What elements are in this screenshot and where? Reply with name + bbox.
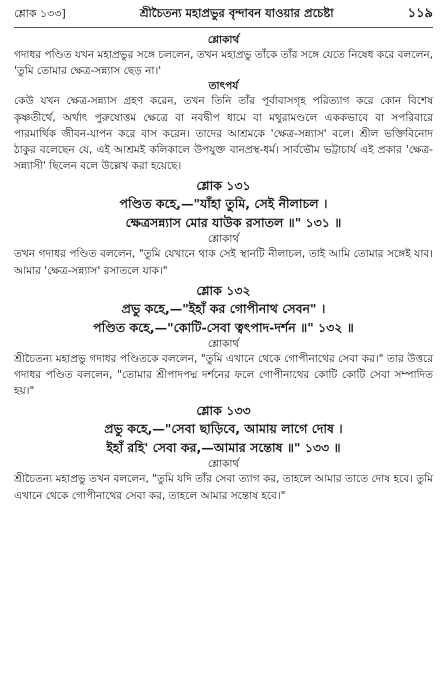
verse-131-line-1: পণ্ডিত কহে,—"যাঁহা তুমি, সেই নীলাচল । [119,196,328,212]
purport-label: তাৎপর্য [208,80,239,93]
running-header [14,4,433,28]
header-verse-ref: শ্লোক ১৩৩] [14,7,66,20]
purport-text: কেউ যখন ক্ষেত্র-সন্ন্যাস গ্রহণ করেন, তখন তিনি তাঁর পূর্বাবাসগৃহ পরিত্যাগ করে কোন বিশেষ কৃষ্ণতীর্থে, অর্থাৎ পুরুষোত্তম ক্ষেত্রে বা নবদ্বীপ ধামে বা মথুরামণ্ডলে এককভাবে বা সপরিবারে পারমার্থিক জীবন-যাপন করে বাস করেন। তাদের আশ্রমকে 'ক্ষেত্র-সন্ন্যাস' বলে। শ্রীল ভক্তিবিনোদ ঠাকুর বলেছেন যে, এই আশ্রমই কলিকালে উপযুক্ত বানপ্রস্থ-ধর্ম। সার্বভৌম ভট্টাচার্য এই প্রকার 'ক্ষেত্র-সন্ন্যাসী' ছিলেন বলে উল্লেখ করা হয়েছে। [14,95,433,173]
translation-label: শ্লোকার্থ [207,34,240,46]
page-number: ১১৯ [407,6,433,21]
translation-text: তখন গদাধর পণ্ডিত বললেন, "তুমি যেখানে থাক সেই স্থানটি নীলাচল, তাই আমি তোমার সঙ্গেই যাব। আমার 'ক্ষেত্র-সন্ন্যাস' রসাতলে যাক।" [14,248,433,277]
verse-132-line-2: পণ্ডিত কহে,—"কোটি-সেবা ত্বৎপাদ-দর্শন ॥" ১৩২ ॥ [93,319,354,335]
translation-text: গদাধর পণ্ডিত যখন মহাপ্রভুর সঙ্গে চললেন, তখন মহাপ্রভু তাঁকে তাঁর সঙ্গে যেতে নিষেধ করে বললেন, 'তুমি তোমার ক্ষেত্র-সন্ন্যাস ছেড় না।' [14,49,433,78]
translation-label: শ্লোকার্থ [207,337,240,350]
verse-133-heading: শ্লোক ১৩৩ [196,403,251,419]
verse-133-line-1: প্রভু কহে,—"সেবা ছাড়িবে, আমায় লাগে দোষ । [104,421,343,437]
verse-132-heading: শ্লোক ১৩২ [196,282,251,298]
translation-label: শ্লোকার্থ [207,233,240,246]
verse-131-heading: শ্লোক ১৩১ [196,178,251,194]
translation-text: শ্রীচৈতন্য মহাপ্রভু গদাধর পণ্ডিতকে বললেন, "তুমি এখানে থেকে গোপীনাথের সেবা কর।" তার উত্তরে গদাধর পণ্ডিত বললেন, "তোমার শ্রীপাদপদ্ম দর্শনের ফলে গোপীনাথের কোটি কোটি সেবা সম্পাদিত হয়।" [14,352,433,398]
verse-131-line-2: ক্ষেত্রসন্ন্যাস মোর যাউক রসাতল ॥" ১৩১ ॥ [125,215,342,231]
verse-132-line-1: প্রভু কহে,—"ইহাঁ কর গোপীনাথ সেবন" । [121,300,326,316]
translation-text: শ্রীচৈতন্য মহাপ্রভু তখন বললেন, "তুমি যদি তাঁর সেবা ত্যাগ কর, তাহলে আমার তাতে দোষ হবে। তুমি এখানে থেকে গোপীনাথের সেবা কর, তাহলে আমার সন্তোষ হবে।" [14,473,433,502]
verse-133-line-2: ইহাঁ রহি' সেবা কর,—আমার সন্তোষ ॥" ১৩৩ ॥ [106,440,341,456]
header-chapter-title: শ্রীচৈতন্য মহাপ্রভুর বৃন্দাবন যাওয়ার প্রচেষ্টা [139,6,334,20]
translation-label: শ্লোকার্থ [207,458,240,471]
